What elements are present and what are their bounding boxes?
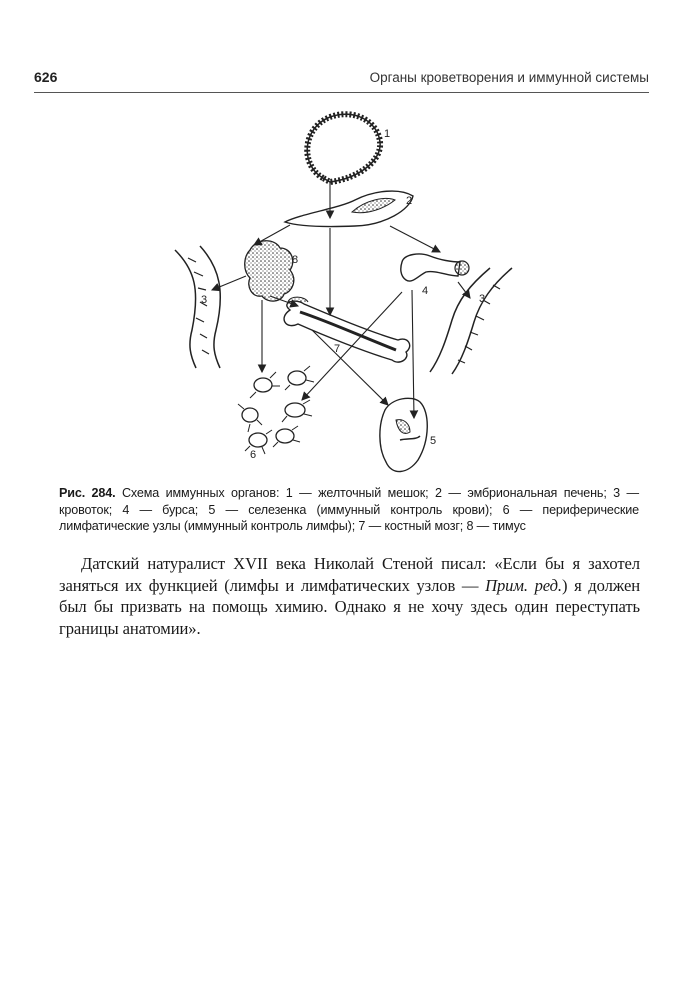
thymus-shape bbox=[245, 241, 294, 301]
page-number: 626 bbox=[34, 69, 58, 85]
yolk-sac-shape bbox=[307, 114, 380, 182]
figure-caption bbox=[59, 485, 639, 535]
embryonic-liver-shape bbox=[285, 191, 413, 226]
bloodstream-left-shape bbox=[175, 246, 220, 368]
label-2: 2 bbox=[406, 195, 413, 207]
label-3-right: 3 bbox=[479, 293, 486, 305]
lymph-nodes-group bbox=[238, 366, 314, 454]
label-4: 4 bbox=[422, 285, 429, 297]
immune-organs-figure bbox=[0, 100, 687, 480]
body-text-before: Датский натуралист XVII века Николай Стеной писал: «Если бы я захотел заняться их функцией (лимфы и лимфатических узлов — bbox=[59, 554, 640, 595]
spleen-shape bbox=[380, 398, 427, 471]
label-3-left: 3 bbox=[201, 294, 208, 306]
label-5: 5 bbox=[430, 435, 437, 447]
bursa-shape bbox=[401, 254, 469, 281]
label-8: 8 bbox=[292, 254, 299, 266]
bone-marrow-shape bbox=[284, 297, 410, 362]
running-head: Органы кроветворения и иммунной системы bbox=[369, 70, 649, 85]
body-italic-note: Прим. ред. bbox=[485, 575, 562, 595]
body-text-after: ) я должен был бы призвать на помощь химию. Однако я не хочу здесь один переступать границы анатомии». bbox=[59, 575, 640, 638]
body-paragraph bbox=[59, 553, 640, 639]
label-1: 1 bbox=[384, 128, 391, 140]
caption-text: Схема иммунных органов: 1 — желточный мешок; 2 — эмбриональная печень; 3 — кровоток; 4 — бурса; 5 — селезенка (иммунный контроль крови); 6 — периферические лимфатические узлы (иммунный контроль лимфы); 7 — костный мозг; 8 — тимус bbox=[59, 486, 639, 533]
figure-label: Рис. 284. bbox=[59, 486, 116, 500]
label-6: 6 bbox=[250, 449, 257, 461]
header-rule bbox=[34, 92, 649, 93]
bloodstream-right-shape bbox=[430, 268, 512, 374]
label-7: 7 bbox=[334, 343, 341, 355]
